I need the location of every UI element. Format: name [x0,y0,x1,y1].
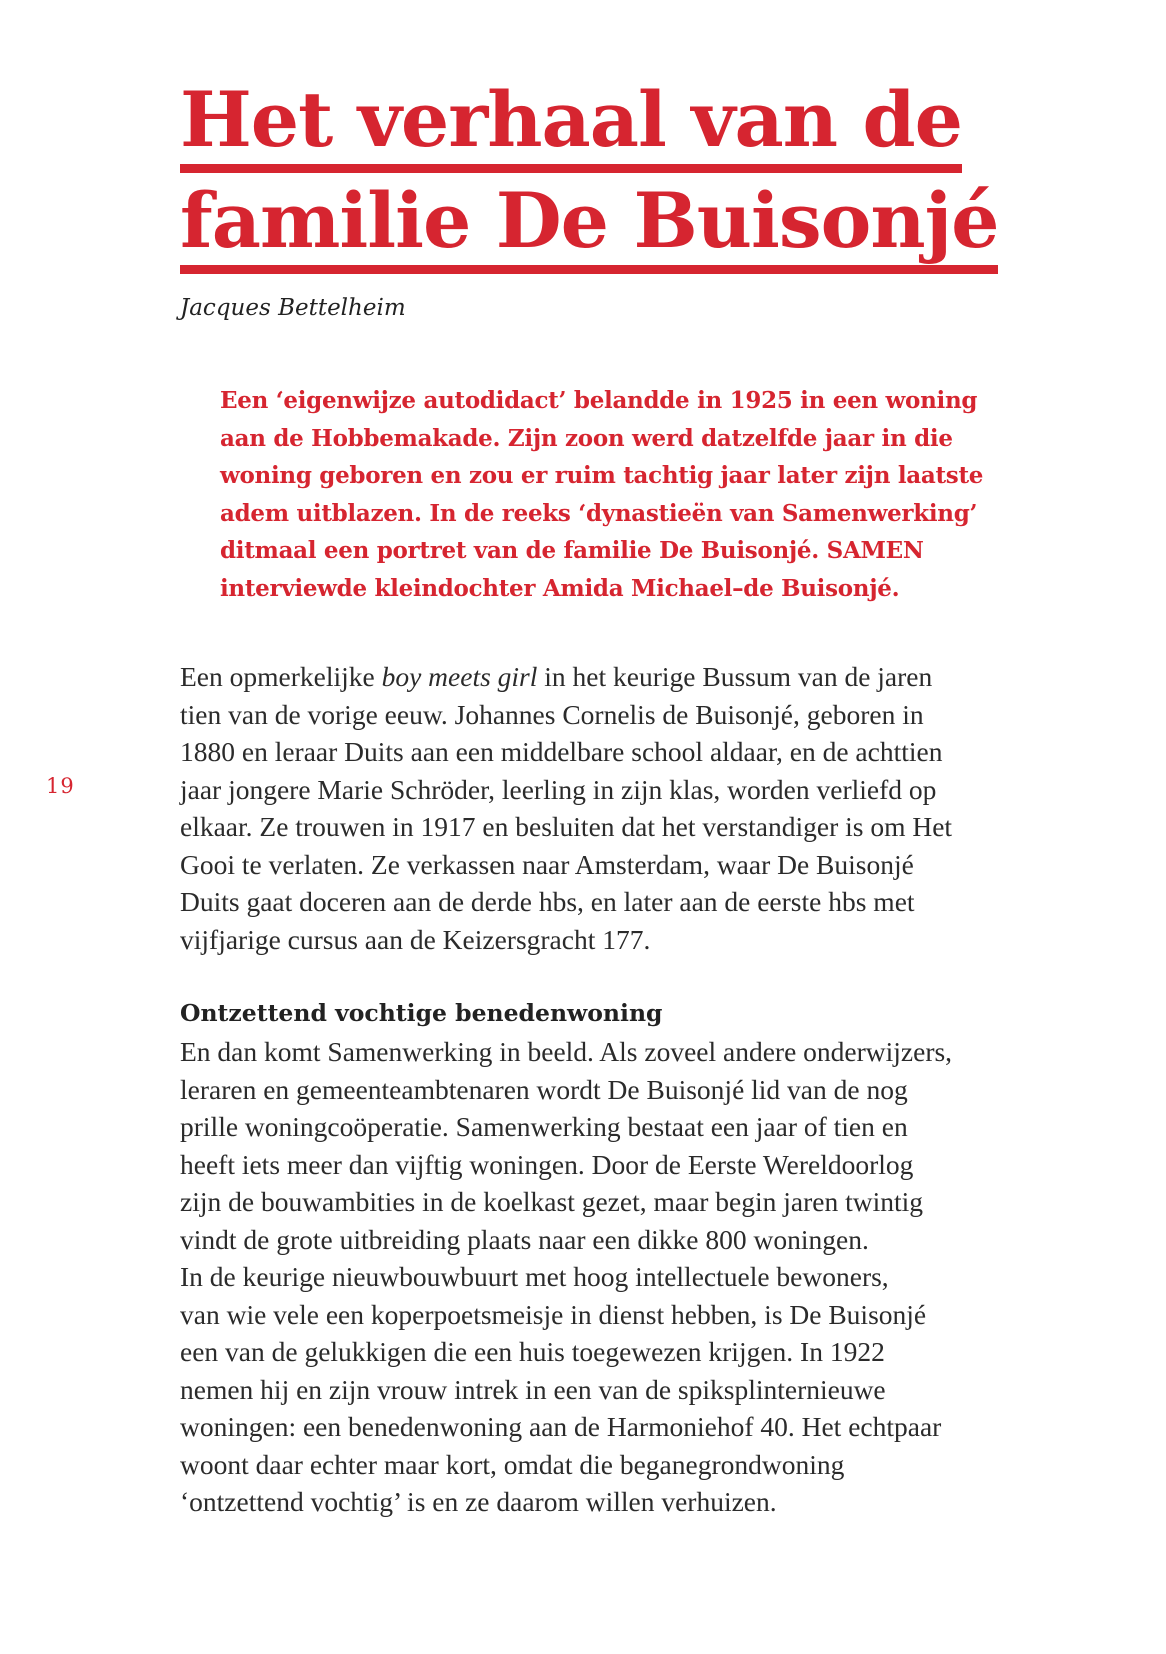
body-line: Duits gaat doceren aan de derde hbs, en later aan de eerste hbs met [180,886,915,917]
body-line: woningen: een benedenwoning aan de Harmoniehof 40. Het echtpaar [180,1411,942,1442]
section-subheading: Ontzettend vochtige benedenwoning [180,999,663,1027]
body-line: vijfjarige cursus aan de Keizersgracht 177. [180,923,651,955]
page-number: 19 [46,774,75,798]
body-paragraph-1 [180,658,1080,958]
italic-phrase: boy meets girl [381,661,538,692]
lead-line: interviewde kleindochter Amida Michael–de Buisonjé. [220,574,900,602]
title-line-2: familie De Buisonjé [180,179,998,274]
lead-line: aan de Hobbemakade. Zijn zoon werd datzelfde jaar in die [220,424,953,452]
body-line: En dan komt Samenwerking in beeld. Als zoveel andere onderwijzers, [180,1036,953,1067]
body-line: een van de gelukkigen die een huis toegewezen krijgen. In 1922 [180,1336,885,1367]
body-line: van wie vele een koperpoetsmeisje in dienst hebben, is De Buisonjé [180,1298,927,1330]
lead-paragraph [220,382,1050,607]
body-line: 1880 en leraar Duits aan een middelbare school aldaar, en de achttien [180,736,943,767]
lead-line: Een ‘eigenwijze autodidact’ belandde in 1925 in een woning [220,387,978,414]
body-line: zijn de bouwambities in de koelkast gezet, maar begin jaren twintig [180,1186,924,1217]
body-line: ‘ontzettend vochtig’ is en ze daarom willen verhuizen. [180,1486,777,1517]
lead-line: woning geboren en zou er ruim tachtig jaar later zijn laatste [220,462,984,489]
body-line: prille woningcoöperatie. Samenwerking bestaat een jaar of tien en [180,1111,908,1142]
author-byline: Jacques Bettelheim [180,295,406,321]
body-line: Gooi te verlaten. Ze verkassen naar Amsterdam, waar De Buisonjé [180,848,914,880]
body-text: in het keurige Bussum van de jaren [537,661,933,692]
body-line [180,658,1080,696]
body-line: woont daar echter maar kort, omdat die beganegrondwoning [180,1448,845,1480]
body-line: In de keurige nieuwbouwbuurt met hoog intellectuele bewoners, [180,1261,889,1292]
body-line: heeft iets meer dan vijftig woningen. Door de Eerste Wereldoorlog [180,1148,914,1180]
body-line: tien van de vorige eeuw. Johannes Cornelis de Buisonjé, geboren in [180,698,924,730]
lead-line: ditmaal een portret van de familie De Buisonjé. SAMEN [220,537,924,564]
article-title [180,72,998,274]
lead-line: adem uitblazen. In de reeks ‘dynastieën van Samenwerking’ [220,499,978,527]
body-text: Een opmerkelijke [180,661,382,692]
body-line: vindt de grote uitbreiding plaats naar een dikke 800 woningen. [180,1223,869,1255]
body-line: jaar jongere Marie Schröder, leerling in zijn klas, worden verliefd op [180,773,937,805]
body-line: elkaar. Ze trouwen in 1917 en besluiten dat het verstandiger is om Het [180,811,953,842]
body-line: leraren en gemeenteambtenaren wordt De Buisonjé lid van de nog [180,1073,908,1105]
body-paragraph-2 [180,1033,1080,1521]
body-line: nemen hij en zijn vrouw intrek in een van de spiksplinternieuwe [180,1373,886,1405]
title-line-1: Het verhaal van de [180,78,962,173]
